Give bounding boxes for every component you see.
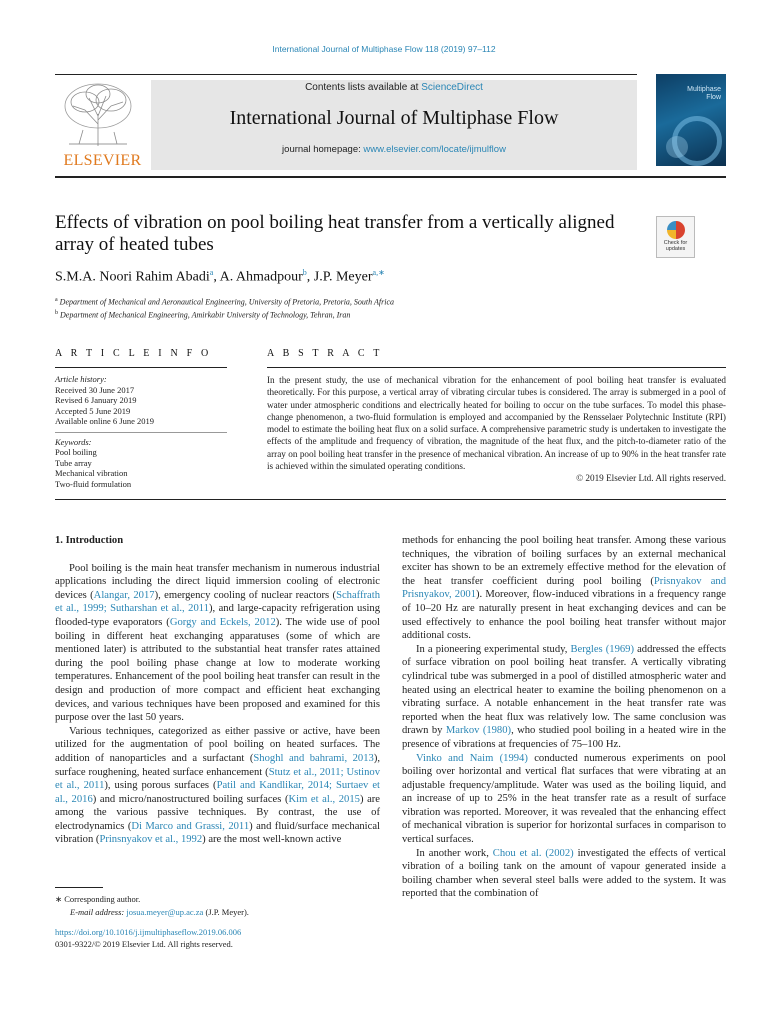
banner-top-rule — [55, 74, 637, 75]
keyword: Tube array — [55, 457, 92, 468]
banner-bottom-rule — [55, 176, 726, 178]
history-item: Received 30 June 2017 — [55, 384, 135, 395]
citation-link[interactable]: Prinsnyakov et al., 1992 — [99, 834, 203, 846]
citation-link[interactable]: Patil and Kandlikar, 2014; Surtaev et al., 2016 — [55, 780, 380, 805]
body-text: ). The wide use of pool boiling in different heat exchanging apparatuses (some of which are mentioned later) is attributed to the substantial heat transfer rates attained during the pool boiling phase change at low to moderate working temperatures. Enhancement of the pool boiling heat transfer can result in the design and production of more compact and efficient heat exchanging devices, and various techniques have been proposed and examined for this purpose over the last 50 years. — [55, 616, 380, 724]
body-paragraph — [402, 752, 726, 847]
body-text: In a pioneering experimental study, — [416, 643, 571, 655]
citation-link[interactable]: Di Marco and Grassi, 2011 — [131, 820, 250, 832]
body-left-column — [55, 534, 380, 847]
body-paragraph — [402, 534, 726, 643]
affiliations — [55, 295, 394, 320]
body-text: investigated the effects of vertical vibration of a boiling tank on the amount of vapour generated inside a boiling chamber when several steel balls were added to the system. It was reported that the combination of — [402, 847, 726, 900]
crossmark-label: Check for updates — [663, 240, 688, 252]
body-text: ). Moreover, flow-induced vibrations in a frequency range of 10–20 Hz are naturally present in heat exchanging devices and can be used effectively to enhance the pool boiling heat transfer without major additional costs. — [402, 589, 726, 642]
crossmark-icon — [667, 221, 685, 239]
body-text: , who studied pool boiling in a heated wire in the presence of vibrations at frequencies of 75–100 Hz. — [402, 725, 726, 750]
article-info-rule — [55, 367, 227, 368]
email-label: E-mail address: — [70, 906, 127, 917]
abstract-copyright: © 2019 Elsevier Ltd. All rights reserved. — [576, 473, 726, 484]
citation-link[interactable]: Gorgy and Eckels, 2012 — [169, 616, 276, 628]
author-affil-marker[interactable]: a — [209, 268, 214, 277]
body-text: addressed the effects of surface vibration on pool boiling heat transfer. A vertically vibrating cylindrical tube was submerged in a pool of distilled atmospheric water and heated using an electrical heater to examine the boiling phenomenon on a vibrating surface. A notable enhancement in the heat transfer rate was reported when the heat flux was relatively low. The same conclusion was drawn by — [402, 643, 726, 737]
affiliation: $^a$ Department of Mechanical and Aeronautical Engineering, University of Pretoria, Pretoria, South Africa — [55, 297, 394, 307]
article-info — [55, 374, 227, 489]
section-heading: 1. Introduction — [55, 535, 124, 546]
publisher-logo[interactable] — [55, 80, 150, 170]
info-divider — [55, 432, 227, 433]
affiliation: $^b$ Department of Mechanical Engineering, Amirkabir University of Technology, Tehran, Iran — [55, 309, 351, 320]
front-matter-bottom-rule — [55, 499, 726, 500]
citation-link[interactable]: Shoghl and bahrami, 2013 — [253, 752, 374, 764]
citation-link[interactable]: Vinko and Naim (1994) — [416, 752, 528, 764]
body-text: methods for enhancing the pool boiling heat transfer. Among these various techniques, the vibration of boiling surfaces by an external mechanical exciter has shown to be an extremely effective method for the elevation of the heat transfer coefficient during pool boiling ( — [402, 535, 726, 587]
keyword: Two-fluid formulation — [55, 478, 132, 489]
body-right-column — [402, 534, 726, 901]
author-name[interactable]: J.P. Meyer — [313, 269, 373, 285]
citation-link[interactable]: Chou et al. (2002) — [492, 847, 574, 859]
abstract-body — [267, 374, 726, 485]
body-text: Pool boiling is the main heat transfer mechanism in numerous industrial applications including the direct liquid immersion cooling of electronic devices ( — [55, 562, 380, 601]
publisher-name: ELSEVIER — [63, 152, 142, 169]
citation-link[interactable]: Bergles (1969) — [570, 643, 634, 655]
citation-link[interactable]: Prisnyakov and Prisnyakov, 2001 — [402, 575, 726, 601]
history-item: Revised 6 January 2019 — [55, 395, 137, 405]
body-paragraph — [402, 847, 726, 901]
citation-link[interactable]: Alangar, 2017 — [93, 589, 155, 601]
journal-cover-image[interactable] — [656, 74, 726, 166]
body-text: ), and large-capacity refrigeration using flooded-type evaporators ( — [55, 603, 380, 628]
abstract-text: In the present study, the use of mechanical vibration for the enhancement of pool boiling heat transfer is evaluated theoretically. For this purpose, a vertical array of vibrating circular tubes is considered. The array is submerged in a pool of water under atmospheric conditions and electrically heated for boiling to occur on the tube surfaces. To model this phase-change phenomenon, a two-fluid formulation is employed and accompanied by the Rensselaer Polytechnic Institute (RPI) model to estimate the boiling heat flux on a solid surface. A comprehensive parametric study is undertaken to investigate the effects of the amplitude and frequency of vibration, the magnitude of the heat flux, and the pitch-to-diameter ratio of the array on pool boiling heat transfer in the presence of mechanical vibration. An increase of up to 90% in the heat transfer rate is achieved within the simulated operating conditions. — [267, 375, 726, 472]
body-text: Various techniques, categorized as either passive or active, have been utilized for the augmentation of pool boiling on heated surfaces. The addition of nanoparticles and a surfactant ( — [55, 725, 380, 764]
issn-copyright: 0301-9322/© 2019 Elsevier Ltd. All rights reserved. — [55, 939, 233, 949]
cover-bubble — [666, 136, 688, 158]
author-name[interactable]: A. Ahmadpour — [219, 269, 303, 285]
footnote — [55, 893, 249, 918]
body-text: ) and fluid/surface mechanical vibration ( — [55, 820, 380, 846]
keyword: Mechanical vibration — [55, 468, 128, 478]
history-item: Available online 6 June 2019 — [55, 416, 154, 426]
citation-link[interactable]: Stutz et al., 2011; Ustinov et al., 2011 — [55, 766, 380, 792]
author-affil-marker[interactable]: a,∗ — [372, 268, 385, 277]
sciencedirect-link[interactable]: ScienceDirect — [421, 82, 483, 93]
homepage-line: journal homepage: www.elsevier.com/locate/ijmulflow — [282, 144, 506, 155]
body-text: ) are among the various passive techniques. By contrast, the use of electrodynamics ( — [55, 793, 381, 832]
doi-block — [55, 926, 241, 950]
footnote-marker: ∗ — [55, 894, 63, 904]
citation-link[interactable]: Kim et al., 2015 — [288, 793, 360, 805]
abstract-rule — [267, 367, 726, 368]
corresponding-author-note: Corresponding author. — [64, 894, 141, 904]
body-paragraph — [55, 725, 380, 847]
elsevier-tree-icon — [59, 80, 137, 148]
citation-link[interactable]: Markov (1980) — [445, 725, 512, 737]
body-text: conducted numerous experiments on pool boiling over horizontal and vertical flat surfaces that were vibrating at an adjustable frequency/amplitude. Water was used as the boiling liquid, and an increase of up to 25% in the heat transfer rate as a result of surface vibration was reported. Moreover, it was revealed that the enhancing effect of mechanical vibration is superior for horizontal surfaces in comparison to vertical surfaces. — [402, 752, 726, 846]
history-item: Accepted 5 June 2019 — [55, 405, 131, 416]
article-title: Effects of vibration on pool boiling heat transfer from a vertically aligned array of heated tubes — [55, 212, 615, 255]
keyword: Pool boiling — [55, 447, 97, 457]
journal-banner — [151, 80, 637, 170]
body-paragraph — [55, 562, 380, 725]
doi-link[interactable]: https://doi.org/10.1016/j.ijmultiphaseflow.2019.06.006 — [55, 927, 242, 937]
journal-homepage-link[interactable]: www.elsevier.com/locate/ijmulflow — [363, 144, 506, 155]
journal-title: International Journal of Multiphase Flow — [229, 107, 559, 129]
body-text: ) and micro/nanostructured boiling surfaces ( — [92, 793, 289, 805]
body-text: ), using porous surfaces ( — [104, 780, 217, 792]
history-label: Article history: — [55, 374, 107, 384]
body-paragraph — [402, 643, 726, 752]
author-affil-marker[interactable]: b — [302, 268, 307, 277]
contents-line: Contents lists available at ScienceDirect — [305, 82, 483, 93]
email-suffix: (J.P. Meyer). — [203, 906, 249, 917]
cover-title-line-1: Multiphase — [687, 86, 721, 93]
article-info-heading: A R T I C L E I N F O — [55, 348, 212, 359]
cover-title-line-2: Flow — [706, 94, 721, 101]
footnote-rule — [55, 887, 103, 888]
citation-link[interactable]: Schaffrath et al., 1999; Sutharshan et al., 2011 — [55, 589, 380, 615]
abstract-heading: A B S T R A C T — [267, 348, 383, 359]
keywords-label: Keywords: — [55, 436, 92, 447]
citation-header[interactable]: International Journal of Multiphase Flow 118 (2019) 97–112 — [272, 44, 496, 54]
author-list: S.M.A. Noori Rahim Abadi$^a$, A. Ahmadpour$^b$, J.P. Meyer$^{a,∗}$ — [55, 268, 385, 285]
author-email-link[interactable]: josua.meyer@up.ac.za — [126, 906, 204, 917]
body-text: In another work, — [416, 847, 493, 859]
author-name[interactable]: S.M.A. Noori Rahim Abadi — [55, 269, 210, 285]
check-for-updates-button[interactable] — [656, 216, 695, 258]
body-text: ), emergency cooling of nuclear reactors ( — [154, 589, 337, 601]
body-text: ), surface roughening, heated surface enhancement ( — [55, 752, 381, 778]
body-text: ) are the most well-known active — [202, 834, 342, 846]
